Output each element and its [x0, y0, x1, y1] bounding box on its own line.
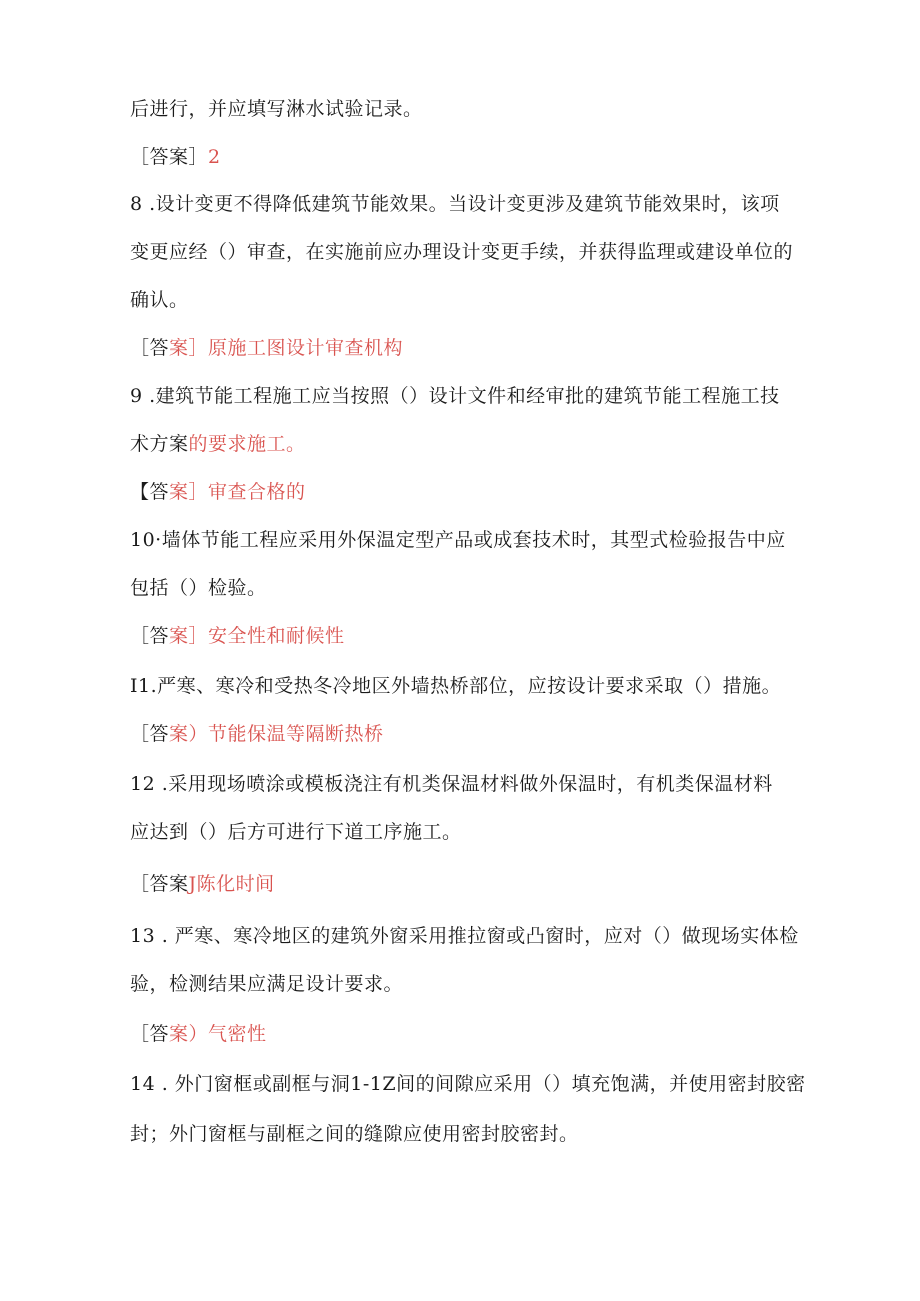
answer-label: ［答案 — [130, 873, 189, 895]
question-8-line-1 — [130, 190, 780, 218]
answer-8 — [130, 334, 403, 362]
question-13-line-2 — [130, 970, 403, 998]
question-text: 封；外门窗框与副框之间的缝隙应使用密封胶密封。 — [130, 1123, 579, 1145]
question-11-line-1 — [130, 672, 781, 700]
question-text: 确认。 — [130, 289, 189, 311]
answer-value: 节能保温等隔断热桥 — [208, 723, 384, 745]
answer-11 — [130, 720, 384, 748]
answer-label-red: 案］ — [169, 625, 209, 647]
answer-value: 2 — [208, 146, 221, 168]
question-10-line-1 — [130, 526, 786, 554]
question-text: I1.严寒、寒冷和受热冬冷地区外墙热桥部位，应按设计要求采取（）措施。 — [130, 675, 782, 697]
question-text: 验，检测结果应满足设计要求。 — [130, 973, 404, 995]
answer-label-red: J — [188, 873, 197, 895]
question-text: 10·墙体节能工程应采用外保温定型产品或成套技术时，其型式检验报告中应 — [130, 529, 786, 551]
question-text: 应达到（）后方可进行下道工序施工。 — [130, 821, 462, 843]
question-12-line-2 — [130, 818, 462, 846]
question-9-line-2 — [130, 430, 306, 458]
answer-value: 安全性和耐候性 — [208, 625, 345, 647]
question-14-line-2 — [130, 1120, 579, 1148]
answer-10 — [130, 622, 345, 650]
question-text: 术方案 — [130, 433, 189, 455]
answer-12 — [130, 870, 275, 898]
answer-label-red: 案］ — [169, 337, 209, 359]
question-14-line-1 — [130, 1070, 806, 1098]
question-text: 9 .建筑节能工程施工应当按照（）设计文件和经审批的建筑节能工程施工技 — [130, 385, 780, 407]
question-text: 后进行，并应填写淋水试验记录。 — [130, 98, 423, 120]
question-text: 14 . 外门窗框或副框与洞1-1Z间的间隙应采用（）填充饱满，并使用密封胶密 — [130, 1073, 806, 1095]
answer-label-red: 案） — [169, 1023, 209, 1045]
question-text: 12 .采用现场喷涂或模板浇注有机类保温材料做外保温时，有机类保温材料 — [130, 773, 773, 795]
question-text: 13 . 严寒、寒冷地区的建筑外窗采用推拉窗或凸窗时，应对（）做现场实体检 — [130, 925, 799, 947]
answer-label-red: 案） — [169, 723, 209, 745]
answer-label: ［答 — [130, 1023, 170, 1045]
answer-13 — [130, 1020, 267, 1048]
question-12-line-1 — [130, 770, 773, 798]
answer-9 — [130, 478, 306, 506]
answer-value: 陈化时间 — [196, 873, 275, 895]
answer-label: ［答 — [130, 337, 170, 359]
answer-label: 【答 — [130, 481, 170, 503]
answer-label: ［答案］ — [130, 146, 209, 168]
question-text: 变更应经（）审查，在实施前应办理设计变更手续，并获得监理或建设单位的 — [130, 241, 794, 263]
question-text: 包括（）检验。 — [130, 577, 267, 599]
question-8-line-3 — [130, 286, 189, 314]
answer-label: ［答 — [130, 723, 170, 745]
question-text: 8 .设计变更不得降低建筑节能效果。当设计变更涉及建筑节能效果时，该项 — [130, 193, 780, 215]
question-10-line-2 — [130, 574, 267, 602]
answer-value: 气密性 — [208, 1023, 267, 1045]
answer-value: 原施工图设计审查机构 — [208, 337, 404, 359]
question-7-continuation — [130, 95, 423, 123]
answer-value: 审查合格的 — [208, 481, 306, 503]
question-13-line-1 — [130, 922, 799, 950]
question-9-line-1 — [130, 382, 780, 410]
question-text-red: 的要求施工。 — [188, 433, 306, 455]
answer-label-red: 案］ — [169, 481, 209, 503]
answer-label: ［答 — [130, 625, 170, 647]
question-8-line-2 — [130, 238, 793, 266]
answer-7 — [130, 143, 221, 171]
